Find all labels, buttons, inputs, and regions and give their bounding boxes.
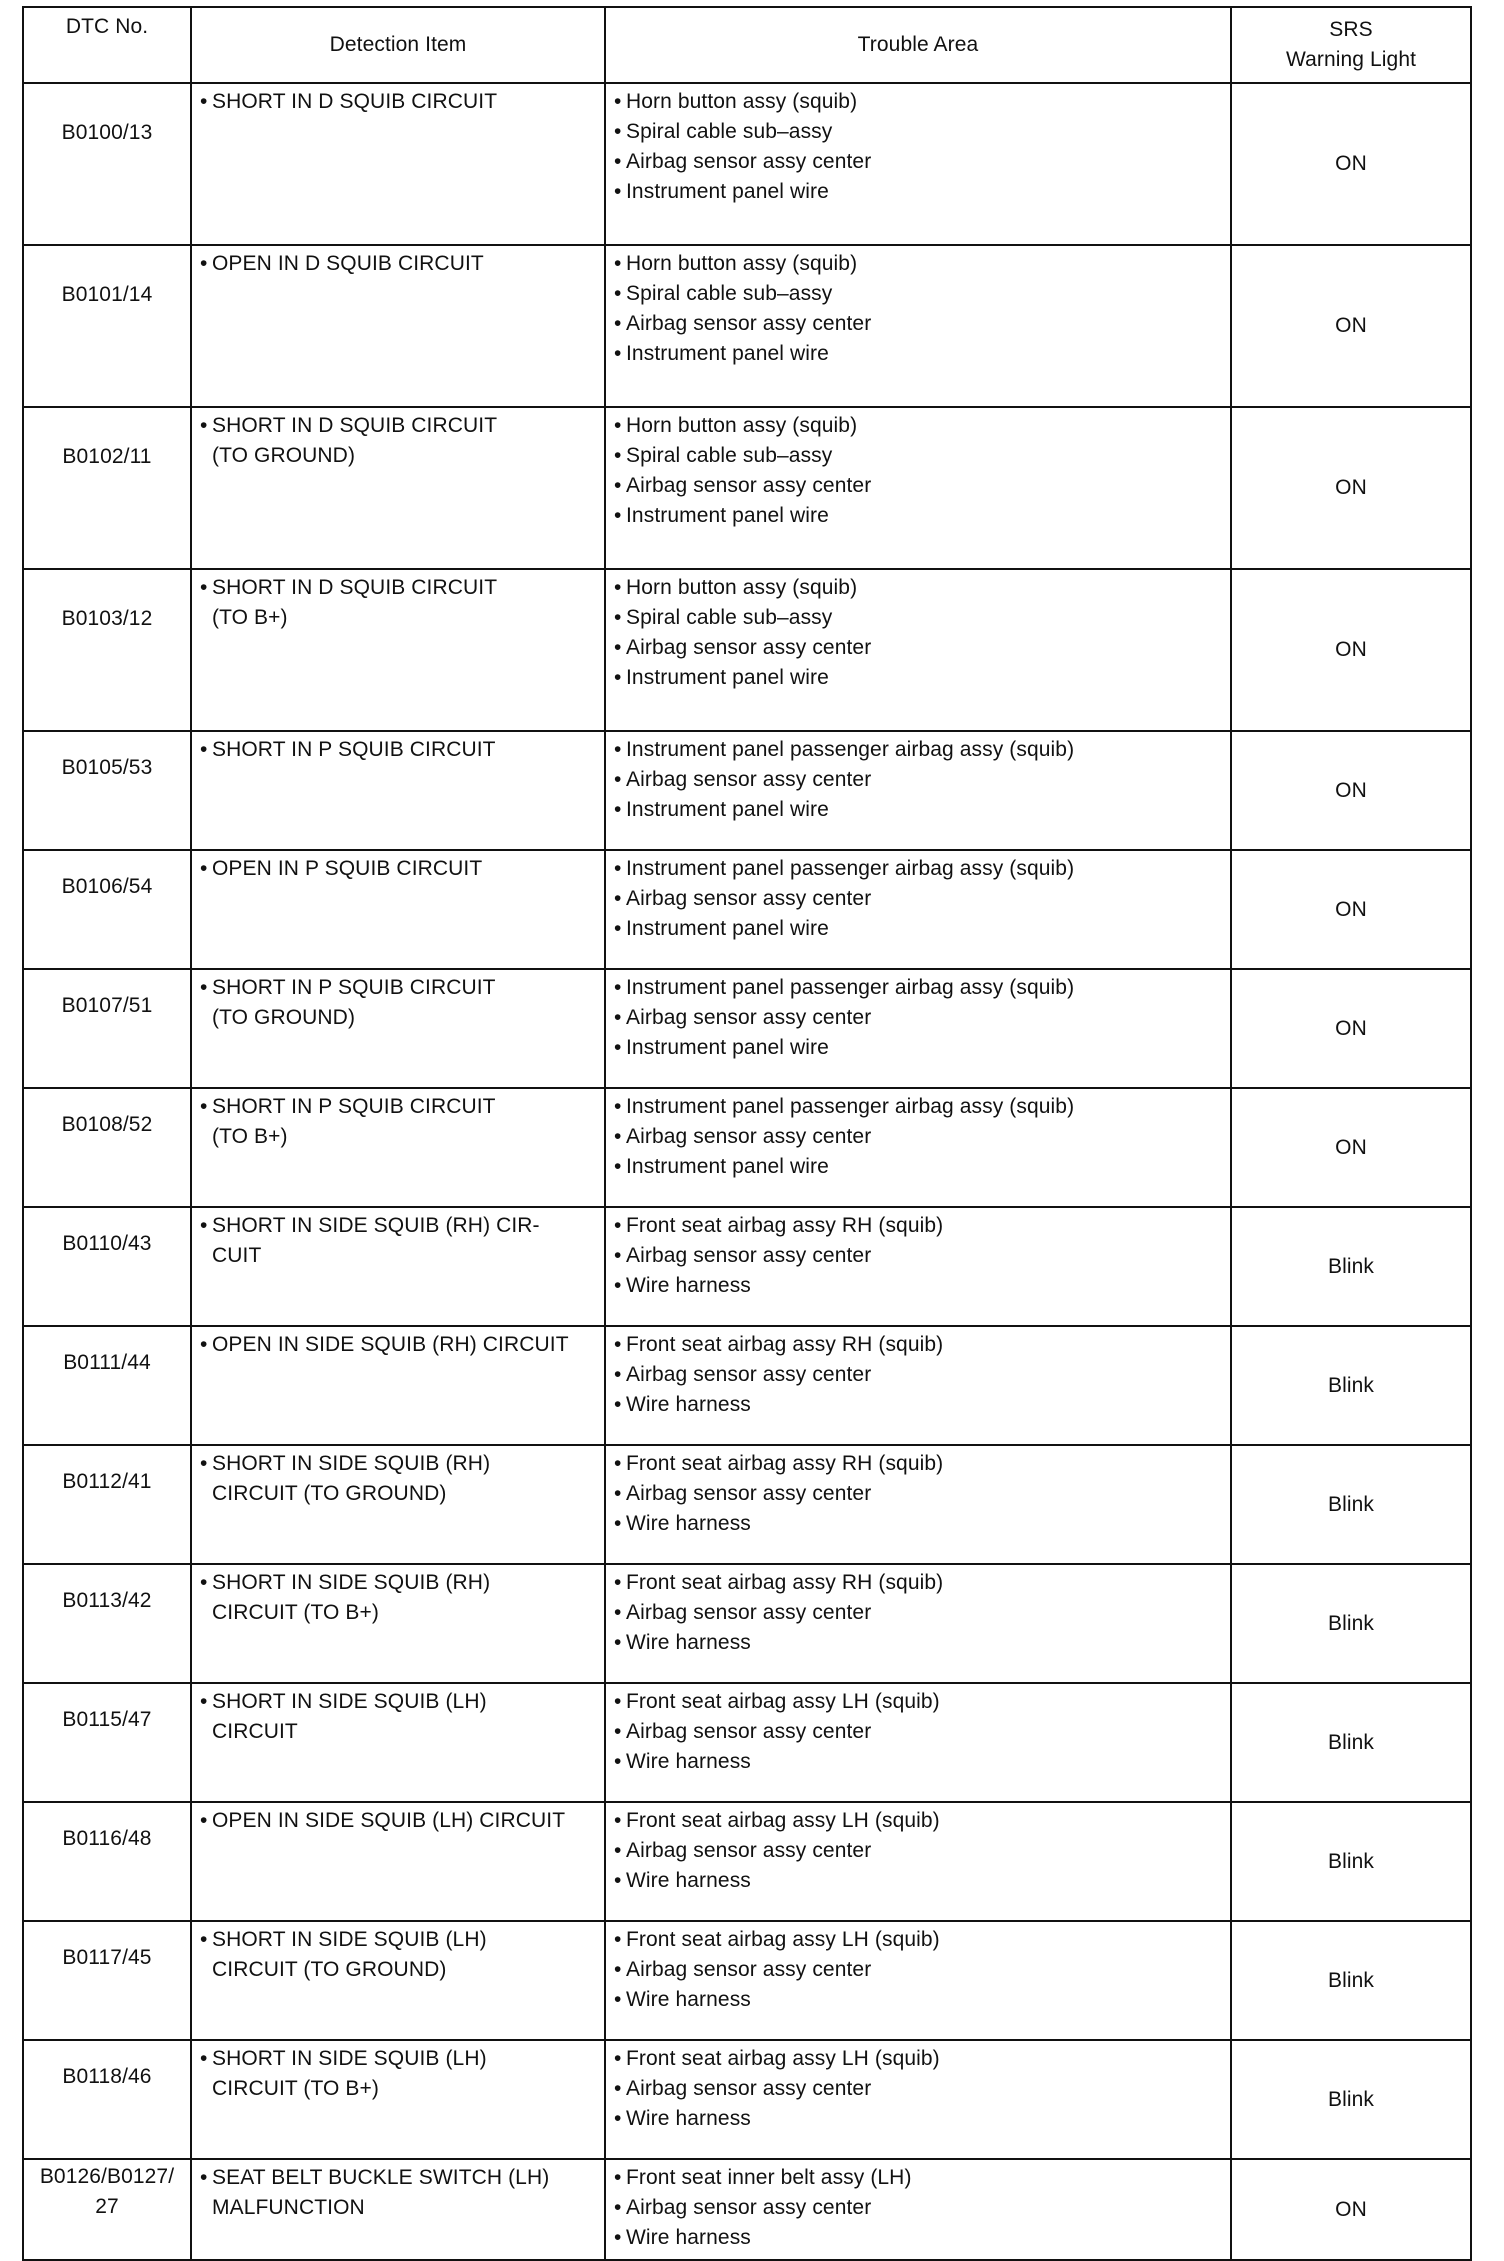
trouble-area-item: • Airbag sensor assy center <box>614 1717 1222 1747</box>
trouble-area-item: • Airbag sensor assy center <box>614 471 1222 501</box>
srs-warning-light-cell <box>1231 569 1471 731</box>
dtc-no-cell <box>23 1207 191 1326</box>
trouble-area-item: • Front seat airbag assy LH (squib) <box>614 1806 1222 1836</box>
trouble-area-cell <box>605 1564 1231 1683</box>
trouble-area-item: • Front seat airbag assy LH (squib) <box>614 1687 1222 1717</box>
detection-item-cell <box>191 1088 605 1207</box>
detection-item-continuation: CUIT <box>212 1244 262 1267</box>
trouble-area-item: • Spiral cable sub–assy <box>614 279 1222 309</box>
detection-item-continuation: CIRCUIT (TO GROUND) <box>212 1958 447 1981</box>
trouble-area-item: • Front seat airbag assy RH (squib) <box>614 1568 1222 1598</box>
srs-warning-light-value: Blink <box>1327 1373 1375 1397</box>
detection-item-cell <box>191 1921 605 2040</box>
srs-warning-light-value: Blink <box>1327 1492 1375 1516</box>
dtc-table <box>22 6 1472 2261</box>
dtc-no-text: B0118/46 <box>62 2065 152 2088</box>
table-row <box>23 1564 1471 1683</box>
srs-warning-light-value: ON <box>1335 778 1367 802</box>
dtc-no-cell <box>23 1921 191 2040</box>
detection-item-continuation: CIRCUIT (TO GROUND) <box>212 1482 447 1505</box>
trouble-area-item: • Front seat airbag assy LH (squib) <box>614 1925 1222 1955</box>
detection-item-cell <box>191 1683 605 1802</box>
dtc-no-cell <box>23 1802 191 1921</box>
detection-item-cell <box>191 1326 605 1445</box>
trouble-area-item: • Airbag sensor assy center <box>614 884 1222 914</box>
header-row <box>23 7 1471 83</box>
trouble-area-item: • Airbag sensor assy center <box>614 147 1222 177</box>
trouble-area-cell <box>605 1326 1231 1445</box>
trouble-area-item: • Airbag sensor assy center <box>614 1955 1222 1985</box>
dtc-no-text: B0102/11 <box>62 445 152 468</box>
trouble-area-item: • Instrument panel wire <box>614 1152 1222 1182</box>
trouble-area-item: • Wire harness <box>614 1628 1222 1658</box>
dtc-no-cell <box>23 1326 191 1445</box>
dtc-no-text: B0106/54 <box>61 875 153 898</box>
srs-warning-light-value: ON <box>1335 1016 1367 1040</box>
trouble-area-item: • Airbag sensor assy center <box>614 1598 1222 1628</box>
detection-item-continuation: (TO B+) <box>212 606 288 629</box>
detection-item-continuation: (TO B+) <box>212 1125 288 1148</box>
trouble-area-item: • Wire harness <box>614 2104 1222 2134</box>
srs-warning-light-value: Blink <box>1327 1849 1375 1873</box>
trouble-area-cell <box>605 1683 1231 1802</box>
trouble-area-item: • Wire harness <box>614 1747 1222 1777</box>
srs-warning-light-value: ON <box>1335 2197 1367 2221</box>
trouble-area-cell <box>605 407 1231 569</box>
srs-warning-light-cell <box>1231 731 1471 850</box>
trouble-area-item: • Wire harness <box>614 1509 1222 1539</box>
dtc-no-text: B0107/51 <box>61 994 153 1017</box>
dtc-no-text: B0100/13 <box>61 121 153 144</box>
detection-item-text: • SHORT IN P SQUIB CIRCUIT <box>200 1092 596 1122</box>
trouble-area-item: • Airbag sensor assy center <box>614 309 1222 339</box>
trouble-area-item: • Instrument panel passenger airbag assy (squib) <box>614 735 1222 765</box>
detection-item-text: • OPEN IN SIDE SQUIB (RH) CIRCUIT <box>200 1330 596 1360</box>
trouble-area-item: • Wire harness <box>614 1271 1222 1301</box>
header-srs-warning-light <box>1231 7 1471 83</box>
detection-item-continuation: CIRCUIT <box>212 1720 298 1743</box>
srs-warning-light-cell <box>1231 1921 1471 2040</box>
trouble-area-item: • Instrument panel wire <box>614 795 1222 825</box>
trouble-area-item: • Instrument panel passenger airbag assy (squib) <box>614 1092 1222 1122</box>
trouble-area-item: • Instrument panel wire <box>614 914 1222 944</box>
table-row <box>23 2159 1471 2260</box>
trouble-area-item: • Airbag sensor assy center <box>614 765 1222 795</box>
srs-warning-light-cell <box>1231 407 1471 569</box>
trouble-area-cell <box>605 731 1231 850</box>
dtc-no-text: B0116/48 <box>62 1827 152 1850</box>
trouble-area-item: • Instrument panel wire <box>614 501 1222 531</box>
detection-item-text: • OPEN IN P SQUIB CIRCUIT <box>200 854 596 884</box>
trouble-area-item: • Instrument panel wire <box>614 663 1222 693</box>
srs-warning-light-cell <box>1231 245 1471 407</box>
table-row <box>23 407 1471 569</box>
trouble-area-cell <box>605 83 1231 245</box>
srs-warning-light-value: Blink <box>1327 1611 1375 1635</box>
trouble-area-item: • Spiral cable sub–assy <box>614 603 1222 633</box>
srs-warning-light-cell <box>1231 1088 1471 1207</box>
trouble-area-cell <box>605 1445 1231 1564</box>
detection-item-cell <box>191 407 605 569</box>
trouble-area-item: • Airbag sensor assy center <box>614 1360 1222 1390</box>
dtc-no-cell <box>23 969 191 1088</box>
dtc-no-cell <box>23 407 191 569</box>
detection-item-text: • SHORT IN SIDE SQUIB (LH) <box>200 2044 596 2074</box>
srs-warning-light-cell <box>1231 1326 1471 1445</box>
srs-warning-light-cell <box>1231 1445 1471 1564</box>
srs-warning-light-cell <box>1231 969 1471 1088</box>
trouble-area-item: • Instrument panel wire <box>614 177 1222 207</box>
dtc-no-cell <box>23 1088 191 1207</box>
trouble-area-item: • Horn button assy (squib) <box>614 573 1222 603</box>
detection-item-cell <box>191 1207 605 1326</box>
trouble-area-cell <box>605 569 1231 731</box>
table-row <box>23 1683 1471 1802</box>
srs-warning-light-cell <box>1231 1207 1471 1326</box>
srs-warning-light-cell <box>1231 2040 1471 2159</box>
dtc-no-cell <box>23 2040 191 2159</box>
dtc-no-text: B0126/B0127/ <box>39 2165 175 2188</box>
table-row <box>23 731 1471 850</box>
detection-item-text: • SEAT BELT BUCKLE SWITCH (LH) <box>200 2163 596 2193</box>
trouble-area-item: • Instrument panel wire <box>614 339 1222 369</box>
header-srs-line1: SRS <box>1329 18 1373 41</box>
detection-item-text: • SHORT IN SIDE SQUIB (RH) <box>200 1449 596 1479</box>
dtc-no-text: B0113/42 <box>62 1589 152 1612</box>
dtc-no-cell <box>23 850 191 969</box>
trouble-area-cell <box>605 1921 1231 2040</box>
detection-item-cell <box>191 969 605 1088</box>
trouble-area-cell <box>605 1802 1231 1921</box>
table-row <box>23 245 1471 407</box>
table-row <box>23 2040 1471 2159</box>
trouble-area-item: • Front seat airbag assy RH (squib) <box>614 1449 1222 1479</box>
dtc-no-cell <box>23 731 191 850</box>
detection-item-continuation: CIRCUIT (TO B+) <box>212 2077 379 2100</box>
trouble-area-item: • Airbag sensor assy center <box>614 1241 1222 1271</box>
srs-warning-light-value: ON <box>1335 476 1367 499</box>
srs-warning-light-value: Blink <box>1327 1254 1375 1278</box>
dtc-no-text: B0108/52 <box>61 1113 153 1136</box>
detection-item-text: • SHORT IN D SQUIB CIRCUIT <box>200 411 596 441</box>
dtc-no-cell <box>23 1445 191 1564</box>
header-srs-line2: Warning Light <box>1285 48 1417 71</box>
trouble-area-item: • Airbag sensor assy center <box>614 1479 1222 1509</box>
trouble-area-item: • Horn button assy (squib) <box>614 249 1222 279</box>
detection-item-text: • SHORT IN P SQUIB CIRCUIT <box>200 735 596 765</box>
srs-warning-light-value: ON <box>1335 638 1367 661</box>
trouble-area-item: • Wire harness <box>614 2223 1222 2253</box>
srs-warning-light-cell <box>1231 2159 1471 2260</box>
dtc-no-text: B0105/53 <box>61 756 153 779</box>
dtc-no-cell <box>23 569 191 731</box>
srs-warning-light-cell <box>1231 1802 1471 1921</box>
trouble-area-item: • Wire harness <box>614 1390 1222 1420</box>
trouble-area-item: • Airbag sensor assy center <box>614 2193 1222 2223</box>
table-row <box>23 1207 1471 1326</box>
trouble-area-cell <box>605 2040 1231 2159</box>
detection-item-continuation: CIRCUIT (TO B+) <box>212 1601 379 1624</box>
detection-item-text: • SHORT IN D SQUIB CIRCUIT <box>200 87 596 117</box>
table-row <box>23 1921 1471 2040</box>
dtc-no-cell <box>23 245 191 407</box>
srs-warning-light-value: ON <box>1335 314 1367 337</box>
trouble-area-cell <box>605 1207 1231 1326</box>
dtc-no-cell <box>23 2159 191 2260</box>
table-row <box>23 1445 1471 1564</box>
detection-item-text: • OPEN IN D SQUIB CIRCUIT <box>200 249 596 279</box>
srs-warning-light-cell <box>1231 850 1471 969</box>
srs-warning-light-value: Blink <box>1327 1730 1375 1754</box>
srs-warning-light-value: Blink <box>1327 2087 1375 2111</box>
table-row <box>23 1088 1471 1207</box>
srs-warning-light-value: ON <box>1335 897 1367 921</box>
dtc-no-text: B0112/41 <box>62 1470 152 1493</box>
dtc-no-text: 27 <box>95 2195 119 2218</box>
detection-item-text: • OPEN IN SIDE SQUIB (LH) CIRCUIT <box>200 1806 596 1836</box>
dtc-no-text: B0117/45 <box>62 1946 152 1969</box>
table-row <box>23 1802 1471 1921</box>
trouble-area-item: • Wire harness <box>614 1866 1222 1896</box>
trouble-area-item: • Front seat inner belt assy (LH) <box>614 2163 1222 2193</box>
srs-warning-light-value: ON <box>1335 152 1367 175</box>
table-body <box>23 83 1471 2260</box>
trouble-area-item: • Airbag sensor assy center <box>614 1122 1222 1152</box>
trouble-area-cell <box>605 1088 1231 1207</box>
table-row <box>23 1326 1471 1445</box>
detection-item-cell <box>191 569 605 731</box>
table-row <box>23 969 1471 1088</box>
trouble-area-cell <box>605 245 1231 407</box>
srs-warning-light-cell <box>1231 1683 1471 1802</box>
dtc-no-text: B0103/12 <box>61 607 153 630</box>
srs-warning-light-value: Blink <box>1327 1968 1375 1992</box>
trouble-area-item: • Spiral cable sub–assy <box>614 441 1222 471</box>
detection-item-continuation: MALFUNCTION <box>212 2196 365 2219</box>
table-row <box>23 83 1471 245</box>
detection-item-cell <box>191 731 605 850</box>
trouble-area-item: • Instrument panel passenger airbag assy (squib) <box>614 854 1222 884</box>
srs-warning-light-cell <box>1231 1564 1471 1683</box>
trouble-area-item: • Horn button assy (squib) <box>614 411 1222 441</box>
detection-item-cell <box>191 2040 605 2159</box>
detection-item-text: • SHORT IN SIDE SQUIB (RH) CIR- <box>200 1211 596 1241</box>
trouble-area-item: • Front seat airbag assy RH (squib) <box>614 1330 1222 1360</box>
table-header <box>23 7 1471 83</box>
trouble-area-cell <box>605 2159 1231 2260</box>
trouble-area-item: • Front seat airbag assy RH (squib) <box>614 1211 1222 1241</box>
trouble-area-item: • Spiral cable sub–assy <box>614 117 1222 147</box>
detection-item-text: • SHORT IN D SQUIB CIRCUIT <box>200 573 596 603</box>
detection-item-text: • SHORT IN P SQUIB CIRCUIT <box>200 973 596 1003</box>
dtc-no-cell <box>23 83 191 245</box>
trouble-area-item: • Instrument panel passenger airbag assy (squib) <box>614 973 1222 1003</box>
dtc-no-cell <box>23 1683 191 1802</box>
trouble-area-item: • Airbag sensor assy center <box>614 2074 1222 2104</box>
header-trouble-area: Trouble Area <box>605 7 1231 83</box>
detection-item-cell <box>191 1445 605 1564</box>
trouble-area-item: • Airbag sensor assy center <box>614 633 1222 663</box>
trouble-area-cell <box>605 969 1231 1088</box>
detection-item-cell <box>191 83 605 245</box>
trouble-area-item: • Airbag sensor assy center <box>614 1836 1222 1866</box>
srs-warning-light-value: ON <box>1335 1135 1367 1159</box>
detection-item-cell <box>191 1802 605 1921</box>
detection-item-cell <box>191 2159 605 2260</box>
trouble-area-item: • Front seat airbag assy LH (squib) <box>614 2044 1222 2074</box>
dtc-no-text: B0111/44 <box>63 1351 151 1374</box>
detection-item-cell <box>191 1564 605 1683</box>
trouble-area-item: • Horn button assy (squib) <box>614 87 1222 117</box>
detection-item-cell <box>191 245 605 407</box>
detection-item-continuation: (TO GROUND) <box>212 1006 356 1029</box>
trouble-area-cell <box>605 850 1231 969</box>
detection-item-continuation: (TO GROUND) <box>212 444 356 467</box>
dtc-no-text: B0115/47 <box>62 1708 152 1731</box>
trouble-area-item: • Instrument panel wire <box>614 1033 1222 1063</box>
dtc-no-text: B0110/43 <box>62 1232 152 1255</box>
header-detection-item: Detection Item <box>191 7 605 83</box>
detection-item-cell <box>191 850 605 969</box>
detection-item-text: • SHORT IN SIDE SQUIB (LH) <box>200 1687 596 1717</box>
table-row <box>23 850 1471 969</box>
trouble-area-item: • Wire harness <box>614 1985 1222 2015</box>
detection-item-text: • SHORT IN SIDE SQUIB (RH) <box>200 1568 596 1598</box>
dtc-no-text: B0101/14 <box>61 283 153 306</box>
dtc-no-cell <box>23 1564 191 1683</box>
trouble-area-item: • Airbag sensor assy center <box>614 1003 1222 1033</box>
table-row <box>23 569 1471 731</box>
header-dtc-no: DTC No. <box>23 7 191 83</box>
srs-warning-light-cell <box>1231 83 1471 245</box>
detection-item-text: • SHORT IN SIDE SQUIB (LH) <box>200 1925 596 1955</box>
